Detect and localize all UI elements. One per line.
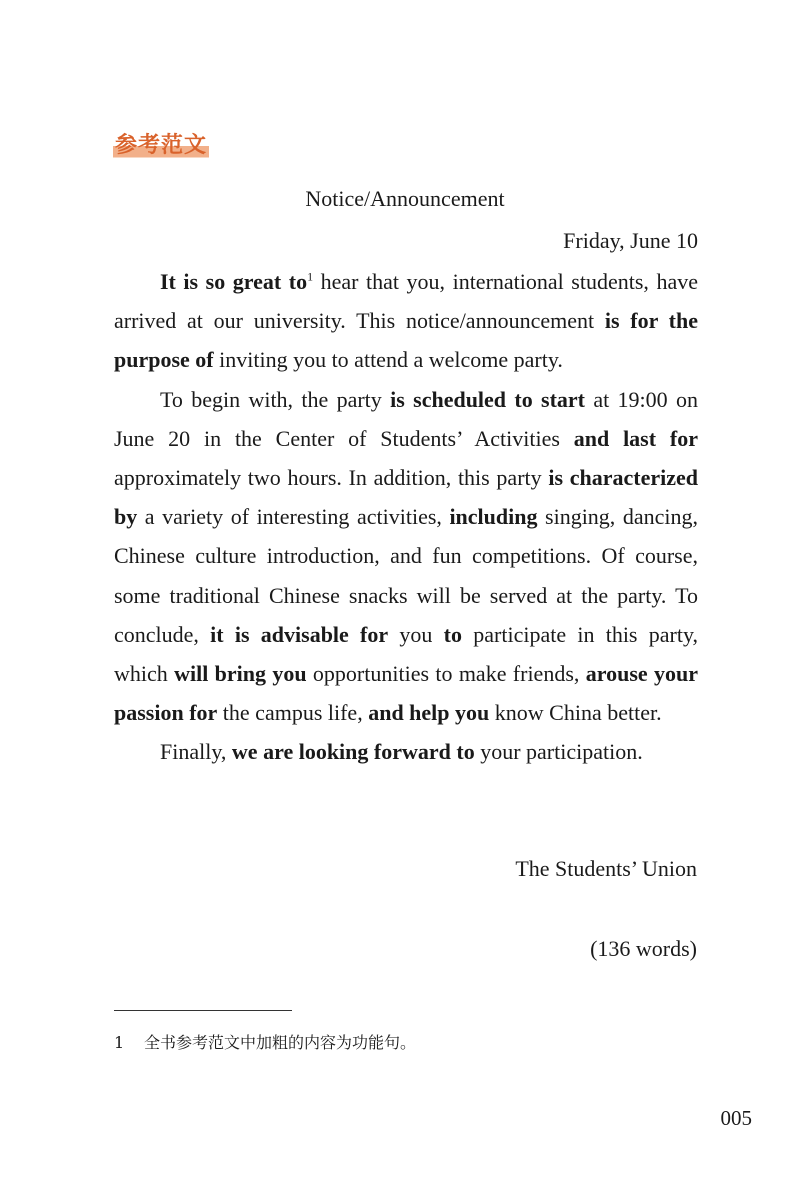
body-text <box>114 262 698 772</box>
bold-phrase: including <box>449 504 538 530</box>
paragraph-1 <box>114 262 698 380</box>
word-count: (136 words) <box>590 936 697 961</box>
footnote-number: 1 <box>114 1033 125 1052</box>
bold-phrase: we are looking forward to <box>231 739 475 765</box>
paragraph-3 <box>114 732 698 771</box>
text-run: To begin with, the party <box>160 386 391 412</box>
bold-phrase: and help you <box>368 700 490 726</box>
bold-phrase: arouse your passion for <box>114 661 698 726</box>
section-label: 参考范文 <box>113 128 209 161</box>
text-run: participate in this party, which <box>114 621 699 687</box>
bold-phrase: is for the purpose of <box>114 308 698 373</box>
text-run: hear that you, international students, have arrived at our university. This notice/announcement <box>114 269 698 334</box>
text-run: a variety of interesting activities, <box>137 504 450 530</box>
paragraph-2 <box>114 380 698 733</box>
text-run: inviting you to attend a welcome party. <box>213 347 563 373</box>
footnote-ref: 1 <box>307 269 314 284</box>
text-run: the campus life, <box>217 700 369 726</box>
text-run: approximately two hours. In addition, this party <box>114 465 549 491</box>
signature: The Students’ Union <box>515 856 697 881</box>
page-number: 005 <box>720 1106 752 1130</box>
bold-phrase: is scheduled to start <box>390 386 586 412</box>
bold-phrase: to <box>443 621 462 647</box>
text-run: you <box>388 621 444 647</box>
bold-phrase: It is so great to <box>160 269 308 294</box>
footnote <box>114 1030 416 1053</box>
text-run: Finally, <box>160 739 232 765</box>
bold-phrase: will bring you <box>174 661 307 687</box>
document-title: Notice/Announcement <box>305 186 505 211</box>
bold-phrase: and last for <box>573 425 698 451</box>
text-run: opportunities to make friends, <box>306 661 586 687</box>
date-line: Friday, June 10 <box>563 228 698 253</box>
footnote-divider <box>114 1010 292 1011</box>
text-run: know China better. <box>489 700 662 726</box>
bold-phrase: it is advisable for <box>210 621 389 647</box>
text-run: your participation. <box>474 739 643 765</box>
text-run: singing, dancing, Chinese culture introduction, and fun competitions. Of course, some traditional Chinese snacks will be served at the party. To conclude, <box>114 504 698 647</box>
text-run: at 19:00 on June 20 in the Center of Students’ Activities <box>114 386 698 451</box>
footnote-text: 全书参考范文中加粗的内容为功能句。 <box>144 1033 417 1052</box>
bold-phrase: is characterized by <box>114 465 699 530</box>
